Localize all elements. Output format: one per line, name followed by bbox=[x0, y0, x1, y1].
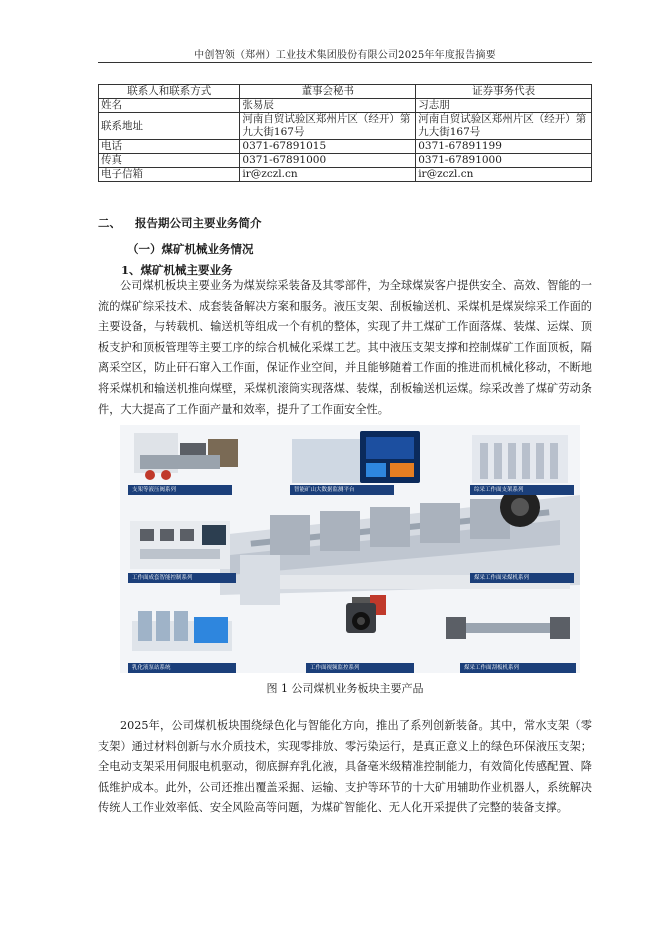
representative-cell: 习志朋 bbox=[416, 99, 592, 113]
secretary-cell: 0371-67891015 bbox=[240, 140, 416, 154]
figure-label: 煤采工作面刮板机系列 bbox=[460, 663, 576, 673]
table-header-cell: 董事会秘书 bbox=[240, 85, 416, 99]
secretary-cell: 0371-67891000 bbox=[240, 154, 416, 168]
section-number: 二、 bbox=[98, 216, 121, 230]
row-label: 传真 bbox=[99, 154, 240, 168]
contact-table bbox=[98, 84, 592, 182]
supports-image bbox=[472, 435, 568, 483]
secretary-cell: ir@zczl.cn bbox=[240, 168, 416, 182]
table-row bbox=[99, 168, 592, 182]
figure-caption: 图 1 公司煤机业务板块主要产品 bbox=[266, 682, 424, 695]
secretary-cell: 河南自贸试验区郑州片区（经开）第九大街167号 bbox=[240, 113, 416, 140]
representative-cell: ir@zczl.cn bbox=[416, 168, 592, 182]
subsubsection-heading: 1、煤矿机械主要业务 bbox=[121, 263, 233, 277]
representative-cell: 河南自贸试验区郑州片区（经开）第九大街167号 bbox=[416, 113, 592, 140]
row-label: 电子信箱 bbox=[99, 168, 240, 182]
row-label: 电话 bbox=[99, 140, 240, 154]
table-header-row bbox=[99, 85, 592, 99]
section-heading bbox=[98, 215, 262, 231]
representative-cell: 0371-67891199 bbox=[416, 140, 592, 154]
pump-station-image bbox=[132, 611, 232, 651]
row-label: 姓名 bbox=[99, 99, 240, 113]
figure-label: 乳化液泵站系统 bbox=[128, 663, 236, 673]
subsection-heading: （一）煤矿机械业务情况 bbox=[127, 242, 254, 256]
table-row bbox=[99, 113, 592, 140]
representative-cell: 0371-67891000 bbox=[416, 154, 592, 168]
page-header: 中创智领（郑州）工业技术集团股份有限公司2025年年度报告摘要 bbox=[194, 50, 496, 61]
table-row bbox=[99, 99, 592, 113]
table-header-cell: 证券事务代表 bbox=[416, 85, 592, 99]
products-figure bbox=[120, 425, 580, 673]
section-title: 报告期公司主要业务简介 bbox=[135, 216, 262, 230]
figure-label: 煤采工作面采煤机系列 bbox=[470, 573, 574, 583]
figure-label: 综采工作面支架系列 bbox=[470, 485, 574, 495]
header-divider bbox=[98, 62, 592, 63]
table-row bbox=[99, 154, 592, 168]
figure-label: 工作面视频监控系列 bbox=[306, 663, 414, 673]
row-label: 联系地址 bbox=[99, 113, 240, 140]
control-system-image bbox=[130, 521, 230, 569]
figure-label: 支架等液压阀系列 bbox=[128, 485, 232, 495]
body-paragraph: 公司煤机板块主要业务为煤炭综采装备及其零部件，为全球煤炭客户提供安全、高效、智能的一流的煤矿综采技术、成套装备解决方案和服务。液压支架、刮板输送机、采煤机是煤炭综采工作面的主要设备，与转载机、输送机等组成一个有机的整体，实现了井工煤矿工作面落煤、装煤、运煤、顶板支护和顶板管理等主要工序的综合机械化采煤工艺。其中液压支架支撑和控制煤矿工作面顶板，隔离采空区，防止矸石窜入工作面，保证作业空间，并且能够随着工作面的推进而机械化移动，不断地将采煤机和输送机推向煤壁，采煤机滚筒实现落煤、装煤，刮板输送机运煤。综采改善了煤矿劳动条件，大大提高了工作面产量和效率，提升了工作面安全性。 bbox=[98, 279, 592, 416]
table-header-cell: 联系人和联系方式 bbox=[99, 85, 240, 99]
figure-label: 工作面成套智能控制系列 bbox=[128, 573, 236, 583]
secretary-cell: 张易辰 bbox=[240, 99, 416, 113]
table-row bbox=[99, 140, 592, 154]
figure-label: 智能矿山大数据监测平台 bbox=[290, 485, 394, 495]
products-illustration bbox=[120, 425, 580, 673]
body-paragraph: 2025年，公司煤机板块围绕绿色化与智能化方向，推出了系列创新装备。其中，常水支架（零支架）通过材料创新与水介质技术，实现零排放、零污染运行，是真正意义上的绿色环保液压支架；全电动支架采用伺服电机驱动，彻底摒弃乳化液，具备毫米级精准控制能力，有效简化传感配置、降低维护成本。此外，公司还推出覆盖采掘、运输、支护等环节的十大矿用辅助作业机器人，系统解决传统人工作业效率低、安全风险高等问题，为煤矿智能化、无人化开采提供了完整的装备支撑。 bbox=[98, 719, 592, 815]
